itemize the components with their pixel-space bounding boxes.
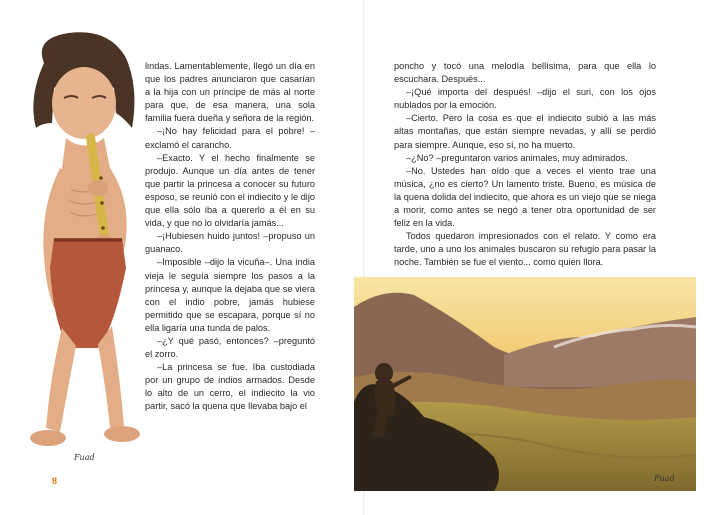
paragraph: –¿Y qué pasó, entonces? –preguntó el zorro. — [145, 335, 315, 360]
illustrator-signature-right: Fuad — [654, 474, 675, 483]
paragraph: –Cierto. Pero la cosa es que el indiecito subió a las más altas montañas, que están siempre nevadas, y allí se perdió para siempre. Aunque, eso sí, no ha muerto. — [394, 113, 656, 150]
paragraph: –No. Ustedes han oído que a veces el viento trae una música, ¿no es cierto? Un lamento triste. Bueno, es música de la quena dolida del indiecito, que ahora es un viejo que se niega a morir, como antes se negó a tener otra oportunidad de ser feliz en la vida. — [394, 165, 656, 229]
paragraph: –¡Qué importa del después! –dijo el suri, con los ojos nublados por la emoción. — [394, 87, 656, 111]
paragraph: Todos quedaron impresionados con el relato. Y como era tarde, uno a uno los animales buscaron su refugio para pasar la noche. También se fue el viento... como quien llora. — [394, 231, 656, 268]
paragraph: –¡No hay felicidad para el pobre! –exclamó el carancho. — [145, 126, 315, 150]
boy-playing-quena-illustration — [14, 28, 154, 468]
paragraph: –¿No? –preguntaron varios animales, muy admirados. — [406, 152, 628, 163]
paragraph: –Exacto. Y el hecho finalmente se produjo. Aunque un día antes de tener que partir la princesa a conocer su futuro esposo, se reunió con el indiecito y le dijo que ella sólo iba a quererlo a él en su vida, y que no lo olvidaría jamás... — [145, 152, 315, 229]
paragraph: poncho y tocó una melodía bellísima, para que ella lo escuchara. Después... — [394, 61, 656, 85]
mountain-sunset-illustration — [354, 277, 696, 491]
paragraph: –Imposible –dijo la vicuña–. Una india vieja le seguía siempre los pasos a la princesa y, aunque la dejaba que se viera con el indio pobre, jamás hubiese permitido que se escapara, porque sí no ella ligaría una tunda de palos. — [145, 257, 315, 333]
left-page-text-column — [145, 60, 315, 414]
page-number: 8 — [52, 476, 58, 486]
paragraph: –¡Hubiesen huido juntos! –propuso un guanaco. — [145, 231, 315, 255]
paragraph: lindas. Lamentablemente, llegó un día en que los padres anunciaron que casarían a la hija con un príncipe de más al norte para que, de esa manera, una sola familia fuera dueña y señora de la región. — [145, 61, 315, 124]
illustrator-signature-left: Fuad — [74, 453, 95, 462]
right-page-text-column — [394, 60, 656, 270]
paragraph: –La princesa se fue. Iba custodiada por un grupo de indios armados. Desde lo alto de un cerro, el indiecito la vio partir, sacó la quena que llevaba bajo el — [145, 362, 315, 412]
